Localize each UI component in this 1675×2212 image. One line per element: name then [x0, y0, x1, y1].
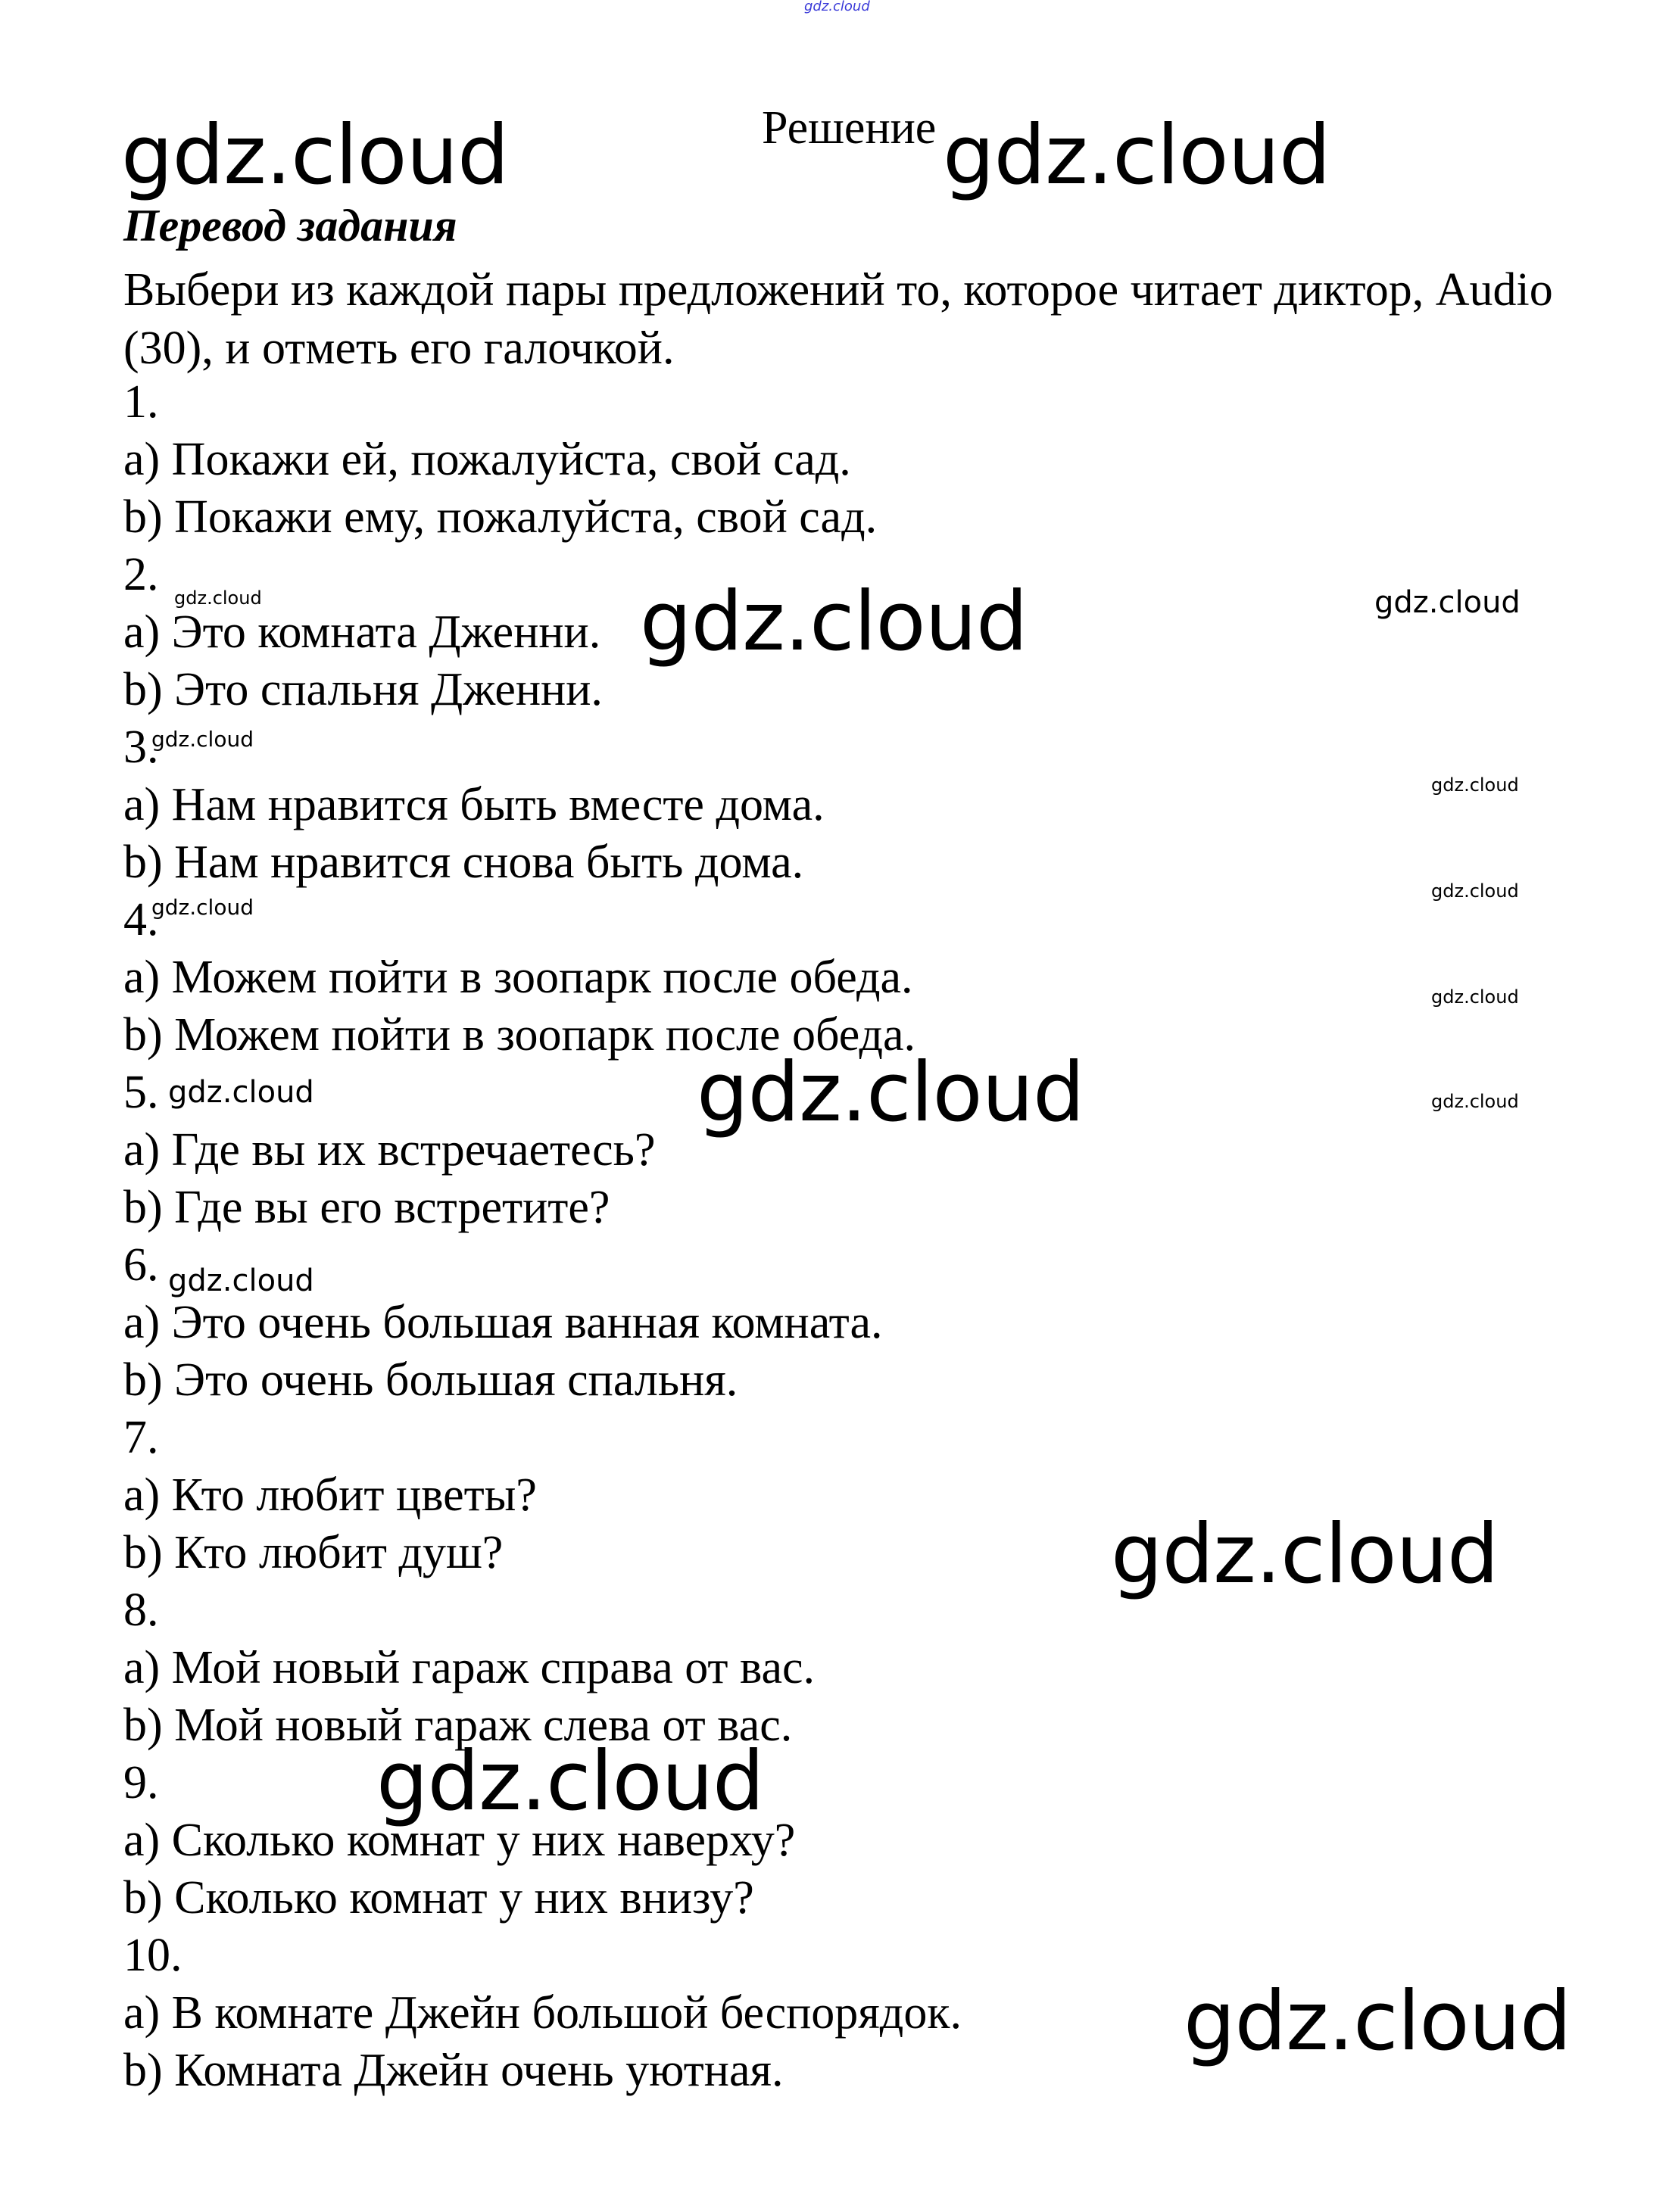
watermark-small: gdz.cloud [174, 587, 262, 609]
item-number: 9. [123, 1757, 159, 1809]
item-option-a: a) Где вы их встречаетесь? [123, 1124, 656, 1176]
watermark-large: gdz.cloud [121, 108, 509, 203]
task-instruction: Выбери из каждой пары предложений то, которое читает диктор, Audio (30), и отметь его галочкой. [123, 264, 1553, 374]
item-number: 2. [123, 549, 159, 600]
item-option-a: a) Можем пойти в зоопарк после обеда. [123, 952, 913, 1003]
item-option-b: b) Это очень большая спальня. [123, 1354, 738, 1406]
watermark-large: gdz.cloud [1184, 1974, 1571, 2069]
item-option-a: a) Нам нравится быть вместе дома. [123, 779, 825, 830]
item-number: 10. [123, 1930, 182, 1981]
watermark-small: gdz.cloud [151, 895, 254, 920]
item-option-a: a) Покажи ей, пожалуйста, свой сад. [123, 434, 851, 485]
watermark-large: gdz.cloud [640, 575, 1028, 669]
solution-heading: Решение [762, 102, 937, 154]
item-number: 7. [123, 1412, 159, 1463]
watermark-medium: gdz.cloud [168, 1263, 314, 1298]
watermark-small: gdz.cloud [1431, 986, 1519, 1008]
watermark-large: gdz.cloud [1111, 1507, 1499, 1602]
item-option-b: b) Сколько комнат у них внизу? [123, 1872, 754, 1924]
item-option-a: a) В комнате Джейн большой беспорядок. [123, 1987, 962, 2039]
item-option-b: b) Где вы его встретите? [123, 1182, 610, 1233]
watermark-large: gdz.cloud [376, 1734, 764, 1829]
item-number: 8. [123, 1584, 159, 1636]
watermark-small: gdz.cloud [1431, 774, 1519, 796]
item-option-b: b) Кто любит душ? [123, 1527, 504, 1578]
watermark-small: gdz.cloud [151, 727, 254, 752]
item-option-a: a) Это очень большая ванная комната. [123, 1297, 883, 1348]
item-option-b: b) Можем пойти в зоопарк после обеда. [123, 1009, 916, 1061]
watermark-small: gdz.cloud [1431, 880, 1519, 902]
item-number: 4. [123, 894, 159, 946]
item-number: 3. [123, 721, 159, 773]
item-option-b: b) Это спальня Дженни. [123, 664, 603, 715]
item-number: 1. [123, 376, 159, 428]
item-option-a: a) Кто любит цветы? [123, 1469, 537, 1521]
watermark-large: gdz.cloud [943, 108, 1330, 203]
item-number: 5. [123, 1067, 159, 1118]
item-option-b: b) Покажи ему, пожалуйста, свой сад. [123, 491, 878, 543]
item-option-b: b) Мой новый гараж слева от вас. [123, 1700, 793, 1751]
item-option-b: b) Нам нравится снова быть дома. [123, 837, 804, 888]
watermark-medium: gdz.cloud [1374, 585, 1521, 620]
task-translation-heading: Перевод задания [123, 201, 457, 251]
item-number: 6. [123, 1239, 159, 1291]
item-option-a: a) Мой новый гараж справа от вас. [123, 1642, 815, 1693]
watermark-small: gdz.cloud [1431, 1091, 1519, 1112]
item-option-b: b) Комната Джейн очень уютная. [123, 2045, 784, 2096]
watermark-large: gdz.cloud [697, 1045, 1084, 1140]
item-option-a: a) Сколько комнат у них наверху? [123, 1815, 796, 1866]
watermark-medium: gdz.cloud [168, 1075, 314, 1110]
watermark-top: gdz.cloud [804, 0, 870, 14]
item-option-a: a) Это комната Дженни. [123, 606, 601, 658]
